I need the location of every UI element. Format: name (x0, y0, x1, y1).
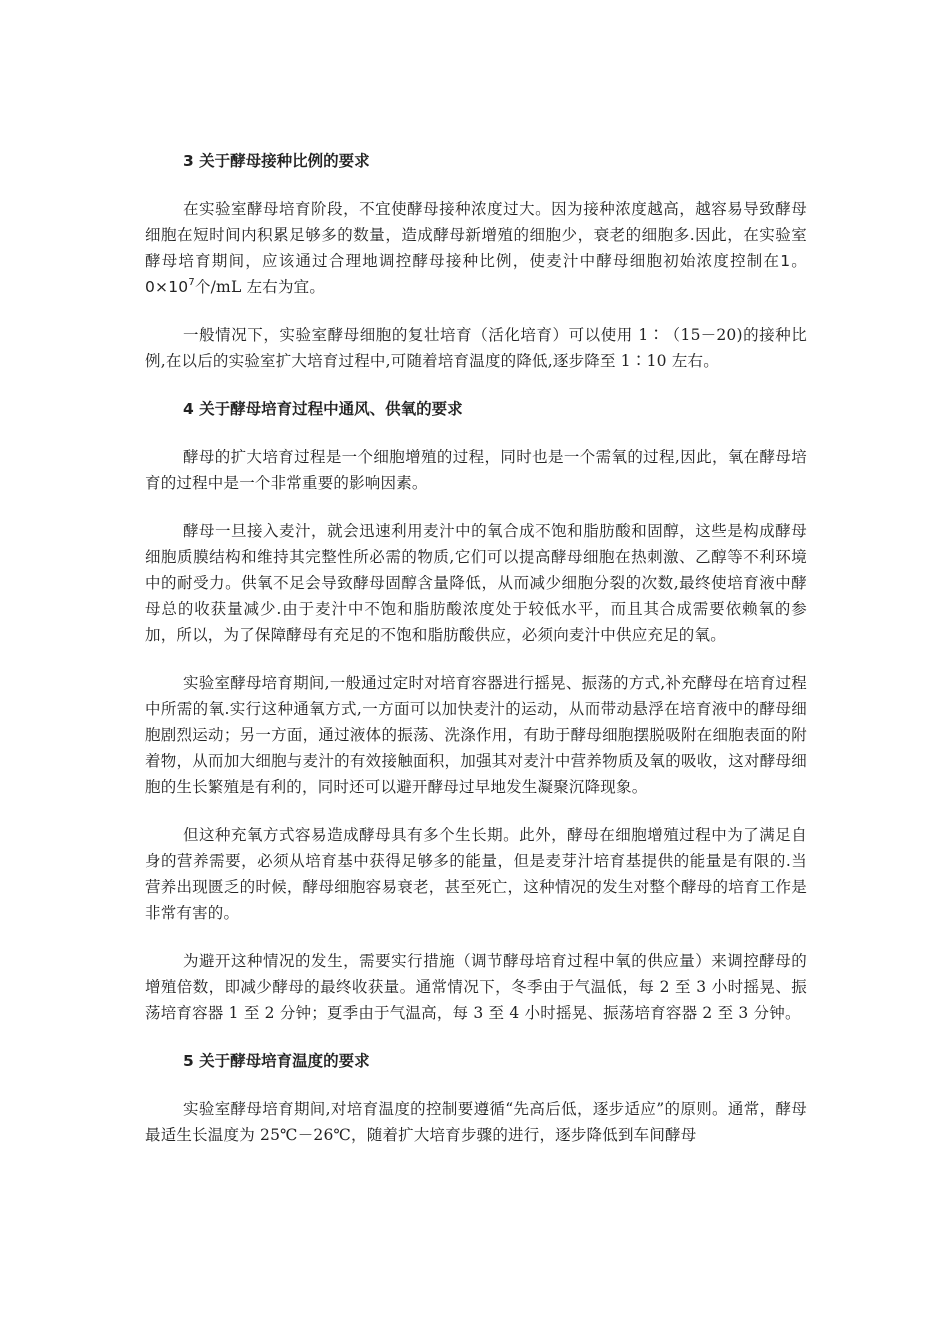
section-heading-5: 5 关于酵母培育温度的要求 (183, 1052, 370, 1070)
section-heading-3: 3 关于酵母接种比例的要求 (183, 152, 370, 170)
paragraph-text: 在实验室酵母培育阶段，不宜使酵母接种浓度过大。因为接种浓度越高，越容易导致酵母细胞在短时间内积累足够多的数量，造成酵母新增殖的细胞少，衰老的细胞多.因此，在实验室酵母培育期间，应该通过合理地调控酵母接种比例，使麦汁中酵母细胞初始浓度控制在 (145, 200, 807, 270)
concentration-exponent: 7 (188, 276, 195, 288)
section-4-paragraph-2: 酵母一旦接入麦汁，就会迅速利用麦汁中的氧合成不饱和脂肪酸和固醇，这些是构成酵母细胞质膜结构和维持其完整性所必需的物质,它们可以提高酵母细胞在热刺激、乙醇等不利环境中的耐受力。供氧不足会导致酵母固醇含量降低，从而减少细胞分裂的次数,最终使培育液中酵母总的收获量减少.由于麦汁中不饱和脂肪酸浓度处于较低水平，而且其合成需要依赖氧的参加，所以，为了保障酵母有充足的不饱和脂肪酸供应，必须向麦汁中供应充足的氧。 (145, 522, 807, 644)
section-4-paragraph-5: 为避开这种情况的发生，需要实行措施（调节酵母培育过程中氧的供应量）来调控酵母的增殖倍数，即减少酵母的最终收获量。通常情况下，冬季由于气温低，每 2 至 3 小时摇晃、振荡培育容器 1 至 2 分钟；夏季由于气温高，每 3 至 4 小时摇晃、振荡培育容器 2 至 3 分钟。 (145, 952, 807, 1022)
section-4-paragraph-3: 实验室酵母培育期间,一般通过定时对培育容器进行摇晃、振荡的方式,补充酵母在培育过程中所需的氧.实行这种通氧方式,一方面可以加快麦汁的运动，从而带动悬浮在培育液中的酵母细胞剧烈运动；另一方面，通过液体的振荡、洗涤作用，有助于酵母细胞摆脱吸附在细胞表面的附着物，从而加大细胞与麦汁的有效接触面积，加强其对麦汁中营养物质及氧的吸收，这对酵母细胞的生长繁殖是有利的，同时还可以避开酵母过早地发生凝聚沉降现象。 (145, 674, 807, 796)
concentration-unit: 个/mL 左右为宜。 (194, 278, 326, 296)
section-3-paragraph-2: 一般情况下，实验室酵母细胞的复壮培育（活化培育）可以使用 1∶（15－20)的接种比例,在以后的实验室扩大培育过程中,可随着培育温度的降低,逐步降至 1∶10 左右。 (145, 326, 807, 370)
section-5-paragraph-1: 实验室酵母培育期间,对培育温度的控制要遵循“先高后低，逐步适应”的原则。通常，酵母最适生长温度为 25℃－26℃，随着扩大培育步骤的进行，逐步降低到车间酵母 (145, 1100, 807, 1144)
concentration-value: 1。0×10 (145, 252, 807, 296)
document-body (145, 148, 807, 1170)
section-3-paragraph-1 (145, 196, 807, 300)
section-4-paragraph-4: 但这种充氧方式容易造成酵母具有多个生长期。此外，酵母在细胞增殖过程中为了满足自身的营养需要，必须从培育基中获得足够多的能量，但是麦芽汁培育基提供的能量是有限的.当营养出现匮乏的时候，酵母细胞容易衰老，甚至死亡，这种情况的发生对整个酵母的培育工作是非常有害的。 (145, 826, 807, 922)
section-heading-4: 4 关于酵母培育过程中通风、供氧的要求 (183, 400, 463, 418)
section-4-paragraph-1: 酵母的扩大培育过程是一个细胞增殖的过程，同时也是一个需氧的过程,因此，氧在酵母培育的过程中是一个非常重要的影响因素。 (145, 448, 807, 492)
